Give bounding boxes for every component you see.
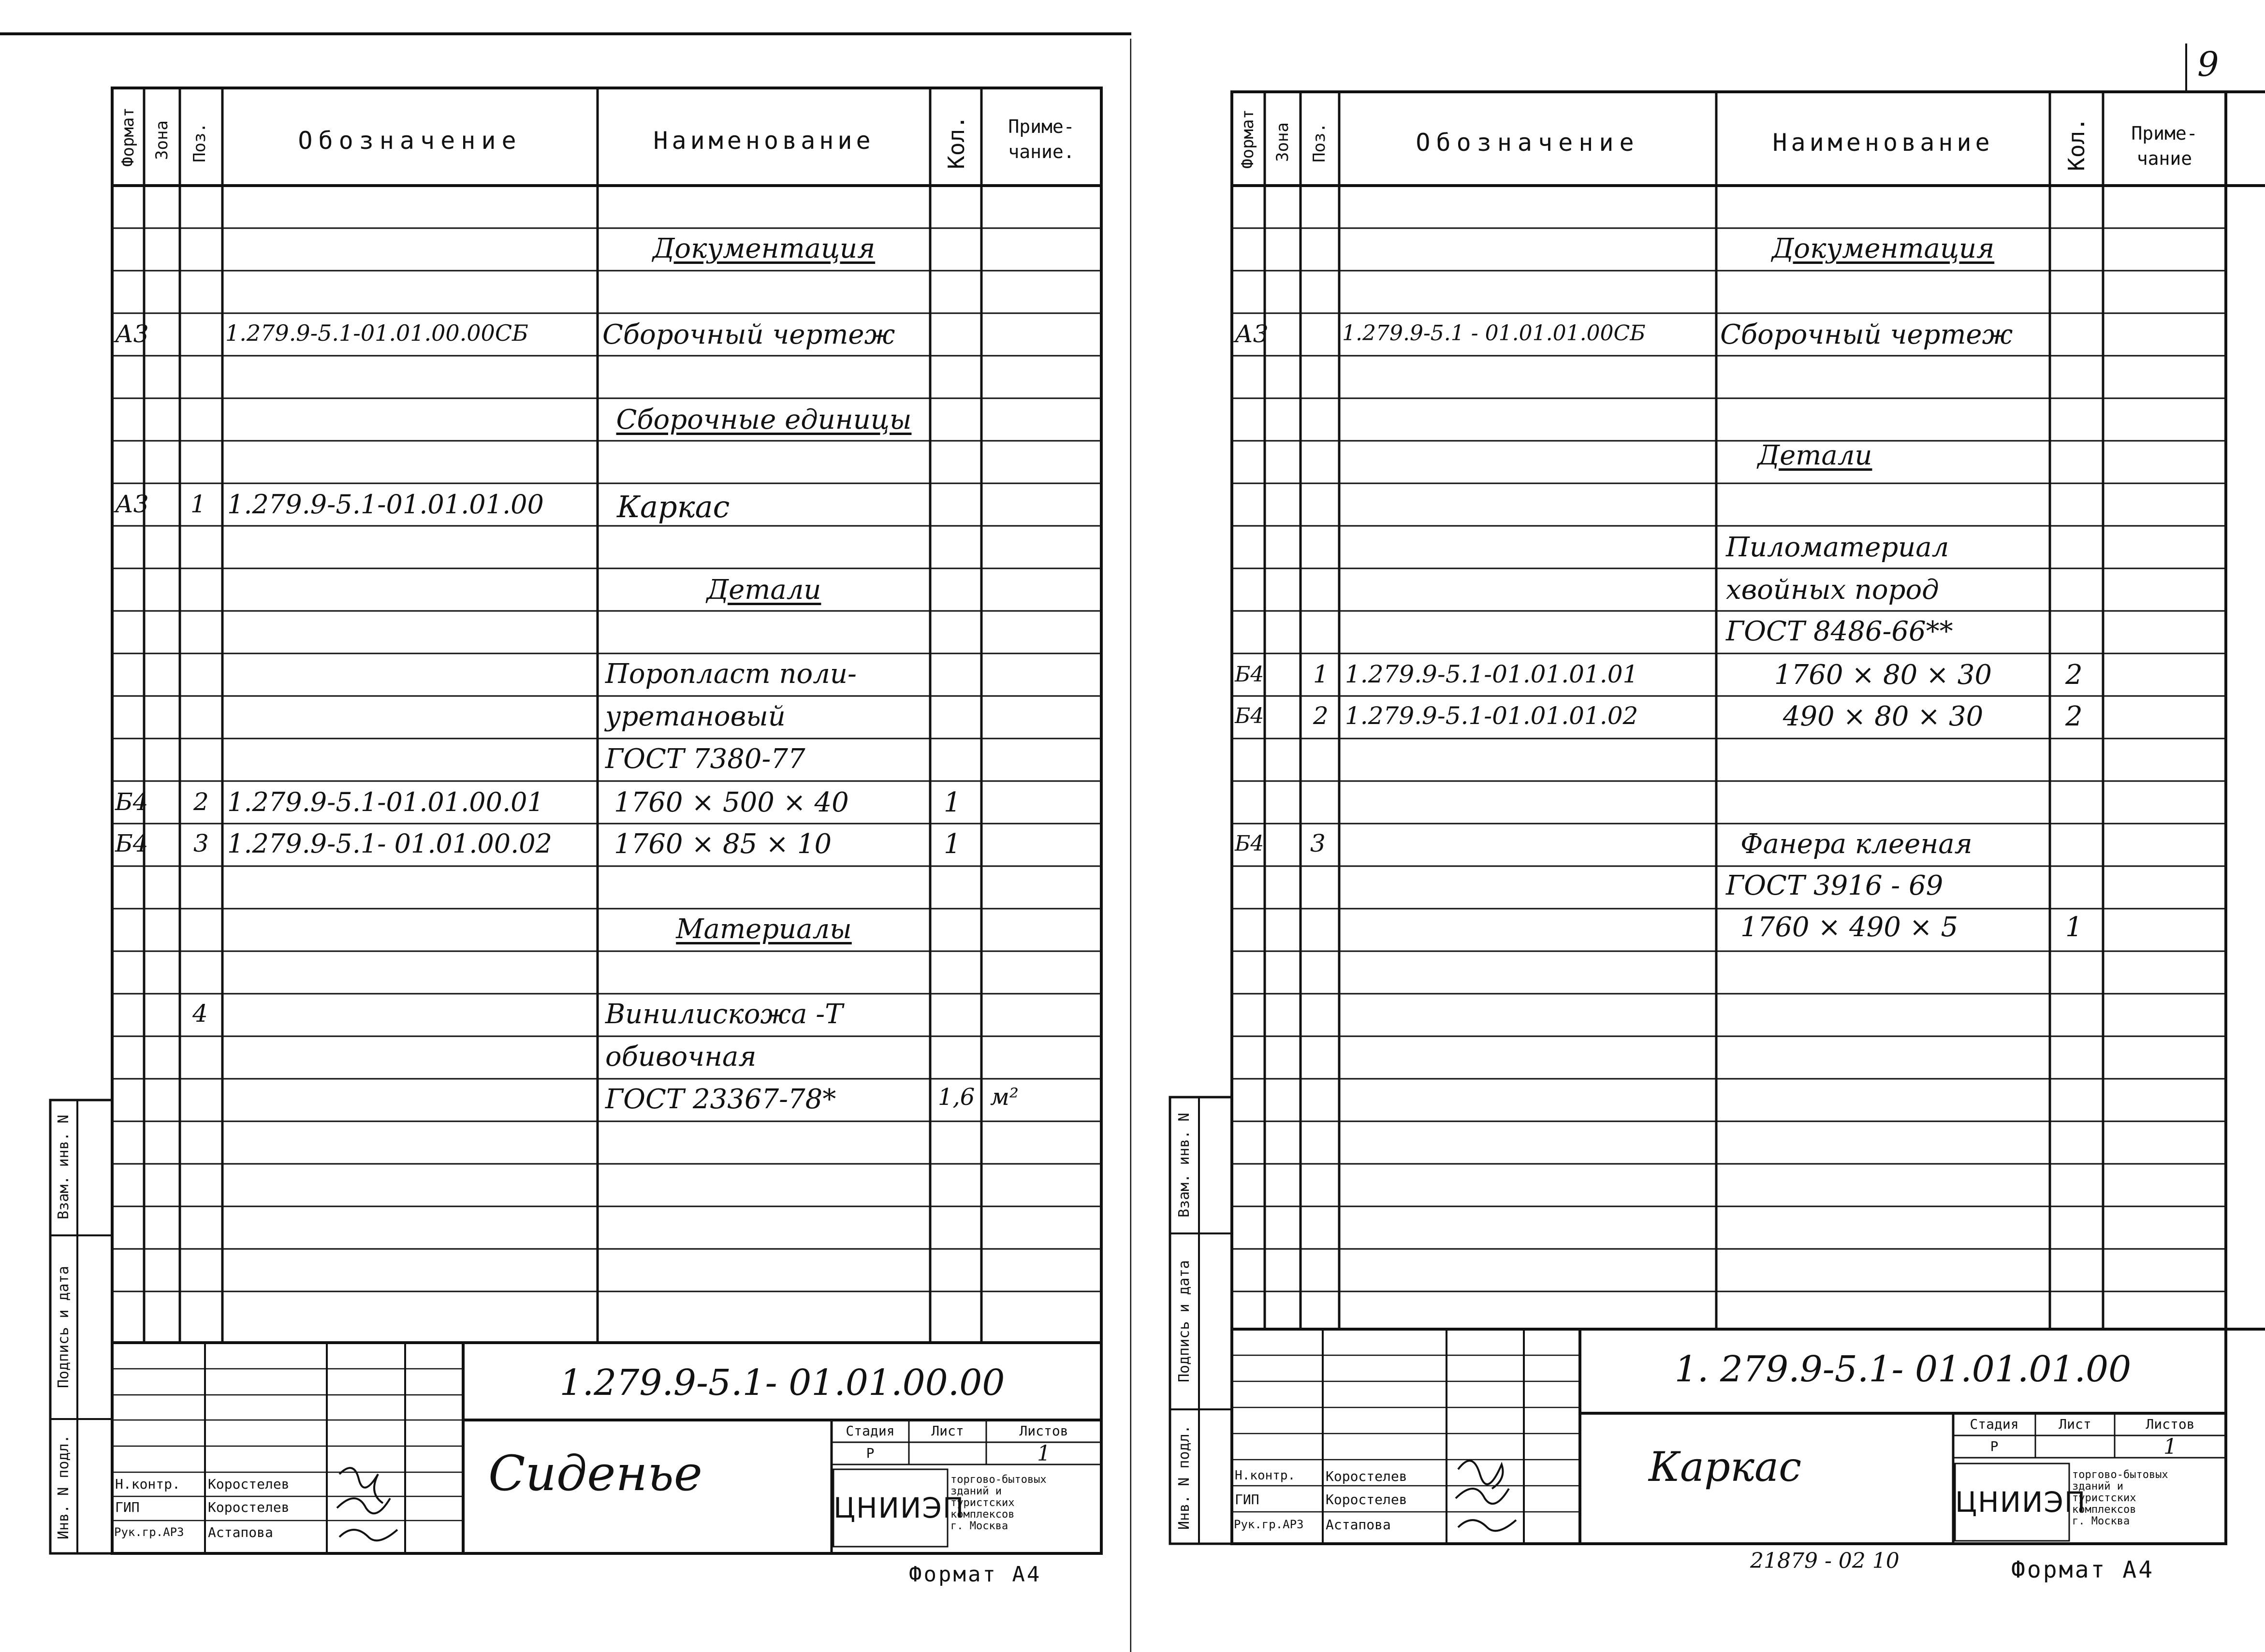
row-name: Винилискожа -Т: [605, 999, 843, 1030]
col-header-name: Наименование: [1772, 129, 1994, 157]
left-sheet: [0, 0, 1131, 1652]
row-name: Фанера клееная: [1740, 828, 1973, 860]
row-qty: 1: [944, 787, 961, 818]
row-format: А3: [115, 320, 149, 348]
col-header-format: Формат: [1238, 109, 1257, 169]
org-text-line: г. Москва: [950, 1520, 1008, 1532]
col-header-note-2: чание.: [1008, 141, 1075, 162]
row-qty: 2: [2065, 659, 2083, 691]
org-text-line: туристских: [950, 1497, 1015, 1509]
stage-label: Стадия: [1970, 1416, 2019, 1432]
section-documentation: Документация: [652, 233, 876, 264]
col-header-note-1: Приме-: [1008, 116, 1075, 137]
row-format: Б4: [1235, 704, 1264, 728]
row-designation: 1.279.9-5.1-01.01.01.00: [227, 489, 544, 520]
org-text-line: г. Москва: [2072, 1515, 2130, 1527]
title-block-role: Рук.гр.АРЗ: [1234, 1518, 1304, 1531]
section-assembly-units: Сборочные единицы: [616, 404, 912, 435]
side-label-inv: Инв. N подл.: [1176, 1425, 1193, 1530]
row-name: 1760 × 80 × 30: [1774, 659, 1992, 691]
org-text-line: комплексов: [2072, 1504, 2136, 1516]
col-header-format: Формат: [118, 107, 138, 167]
row-name: уретановый: [605, 701, 786, 732]
right-sheet: [1131, 0, 2265, 1652]
row-format: Б4: [115, 788, 148, 816]
title-block-role: ГИП: [115, 1499, 140, 1515]
title-block-role: Рук.гр.АРЗ: [114, 1525, 184, 1539]
org-text: [2072, 1469, 2225, 1527]
col-header-zone: Зона: [1273, 122, 1292, 162]
row-name: Поропласт поли-: [605, 658, 857, 690]
org-text-line: торгово-бытовых: [950, 1474, 1047, 1486]
col-header-zone: Зона: [152, 120, 172, 160]
org-text-line: комплексов: [950, 1508, 1015, 1521]
stage-label: Стадия: [846, 1423, 895, 1439]
row-format: А3: [115, 490, 149, 518]
right-sheet-grid: [1131, 0, 2265, 1652]
title-block-title: Каркас: [1649, 1443, 1802, 1491]
row-format: А3: [1235, 320, 1269, 348]
row-designation: 1.279.9-5.1- 01.01.00.02: [227, 828, 552, 859]
row-name: 1760 × 85 × 10: [614, 828, 832, 860]
row-designation: 1.279.9-5.1-01.01.00.00СБ: [225, 320, 528, 346]
sheets-label: Листов: [2146, 1416, 2195, 1432]
sheet-label: Лист: [2059, 1416, 2091, 1432]
row-format: Б4: [1235, 831, 1264, 856]
title-block-role: Н.контр.: [115, 1476, 180, 1492]
bottom-inscription: 21879 - 02 10: [1750, 1549, 1900, 1573]
format-label: Формат А4: [2011, 1556, 2155, 1583]
row-pos: 2: [1313, 702, 1329, 730]
row-pos: 2: [193, 788, 209, 816]
title-block-code: 1.279.9-5.1- 01.01.00.00: [559, 1362, 1005, 1404]
row-designation: 1.279.9-5.1 - 01.01.01.00СБ: [1342, 321, 1646, 346]
row-name: Каркас: [617, 489, 730, 524]
side-label-vzam: Взам. инв. N: [1176, 1113, 1193, 1218]
col-header-qty: Кол.: [2063, 117, 2090, 172]
title-block-title: Сиденье: [488, 1445, 702, 1502]
org-text-line: торгово-бытовых: [2072, 1469, 2168, 1481]
col-header-name: Наименование: [653, 127, 875, 155]
col-header-designation: Обозначение: [298, 127, 522, 155]
row-name: Пиломатериал: [1726, 532, 1949, 563]
row-name: ГОСТ 23367-78*: [605, 1084, 836, 1115]
sheets-label: Листов: [1019, 1423, 1068, 1439]
row-designation: 1.279.9-5.1-01.01.01.02: [1345, 702, 1638, 730]
stage-value: Р: [866, 1445, 875, 1461]
side-label-podpis: Подпись и дата: [55, 1266, 72, 1389]
row-qty: 1: [944, 828, 961, 860]
col-header-pos: Поз.: [1310, 123, 1329, 162]
title-block-name: Коростелев: [1326, 1492, 1407, 1507]
title-block-name: Астапова: [208, 1524, 273, 1540]
row-name: обивочная: [605, 1041, 757, 1072]
row-pos: 1: [1313, 660, 1329, 688]
stage-value: Р: [1990, 1438, 1999, 1454]
title-block-name: Коростелев: [208, 1476, 290, 1492]
row-designation: 1.279.9-5.1-01.01.01.01: [1345, 660, 1638, 688]
row-name: ГОСТ 8486-66**: [1726, 616, 1953, 647]
row-qty: 1: [2065, 912, 2083, 943]
row-pos: 4: [192, 1000, 208, 1028]
title-block-role: Н.контр.: [1235, 1468, 1296, 1483]
side-label-podpis: Подпись и дата: [1176, 1260, 1193, 1383]
row-name: Сборочный чертеж: [1720, 319, 2013, 350]
org-logo: ЦНИИЭП: [1955, 1486, 2087, 1519]
row-pos: 3: [193, 829, 209, 857]
org-text-line: зданий и: [950, 1485, 1002, 1497]
row-qty: 2: [2065, 701, 2083, 732]
row-name: ГОСТ 3916 - 69: [1726, 870, 1944, 901]
section-details: Детали: [1757, 440, 1872, 471]
row-name: 1760 × 500 × 40: [614, 787, 849, 818]
org-text: [950, 1474, 1100, 1532]
org-logo: ЦНИИЭП: [833, 1492, 965, 1524]
org-text-line: зданий и: [2072, 1480, 2123, 1493]
row-name: хвойных пород: [1726, 574, 1939, 606]
row-name: ГОСТ 7380-77: [605, 743, 805, 775]
sheet-label: Лист: [931, 1423, 964, 1439]
title-block-role: ГИП: [1235, 1492, 1259, 1507]
row-qty: 1,6: [938, 1084, 975, 1111]
page-number: 9: [2197, 44, 2219, 84]
row-name: Сборочный чертеж: [602, 319, 895, 350]
col-header-designation: Обозначение: [1416, 129, 1640, 157]
section-details: Детали: [706, 574, 821, 606]
row-name: 490 × 80 × 30: [1783, 701, 1984, 732]
side-label-vzam: Взам. инв. N: [55, 1115, 72, 1220]
left-sheet-grid: [0, 0, 1131, 1652]
org-text-line: туристских: [2072, 1492, 2136, 1504]
sheets-value: 1: [1037, 1441, 1051, 1466]
col-header-pos: Поз.: [190, 123, 209, 162]
row-designation: 1.279.9-5.1-01.01.00.01: [227, 787, 544, 817]
row-pos: 1: [190, 490, 206, 518]
row-format: Б4: [1235, 662, 1264, 687]
title-block-code: 1. 279.9-5.1- 01.01.01.00: [1674, 1348, 2132, 1390]
col-header-note-1: Приме-: [2131, 123, 2198, 144]
title-block-name: Астапова: [1326, 1517, 1391, 1533]
row-name: 1760 × 490 × 5: [1740, 912, 1958, 943]
format-label: Формат А4: [909, 1562, 1042, 1587]
row-pos: 3: [1310, 829, 1326, 857]
section-materials: Материалы: [676, 913, 852, 945]
signature-mark: [330, 1455, 402, 1551]
col-header-qty: Кол.: [943, 116, 969, 170]
title-block-name: Коростелев: [208, 1499, 290, 1515]
sheets-value: 1: [2163, 1435, 2177, 1459]
col-header-note-2: чание: [2136, 148, 2192, 169]
section-documentation: Документация: [1771, 233, 1995, 264]
row-note: м²: [990, 1084, 1019, 1111]
signature-mark: [1448, 1440, 1521, 1542]
side-label-inv: Инв. N подл.: [55, 1435, 72, 1540]
row-format: Б4: [115, 829, 148, 857]
title-block-name: Коростелев: [1326, 1468, 1407, 1484]
